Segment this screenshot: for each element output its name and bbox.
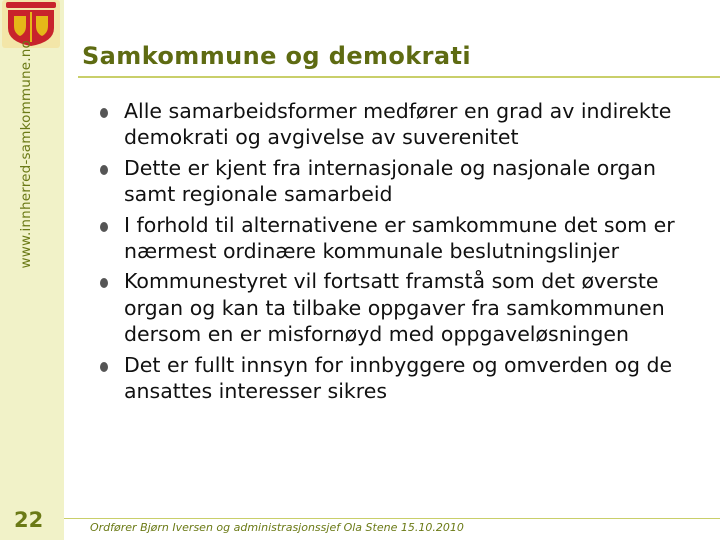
bullet-dot-icon	[100, 362, 108, 372]
bullet-dot-icon	[100, 278, 108, 288]
bullet-item	[96, 98, 706, 151]
slide-title: Samkommune og demokrati	[82, 42, 471, 70]
title-divider	[78, 76, 720, 78]
bullet-dot-icon	[100, 165, 108, 175]
bullet-text: Dette er kjent fra internasjonale og nasjonale organ samt regionale samarbeid	[124, 155, 656, 207]
bullet-text: I forhold til alternativene er samkommune det som er nærmest ordinære kommunale beslutningslinjer	[124, 212, 675, 264]
slide-number: 22	[14, 508, 44, 532]
footer-divider	[64, 518, 720, 519]
bullet-item	[96, 155, 706, 208]
bullet-text: Alle samarbeidsformer medfører en grad av indirekte demokrati og avgivelse av suverenitet	[124, 99, 672, 150]
footer-text: Ordfører Bjørn Iversen og administrasjonssjef Ola Stene 15.10.2010	[90, 521, 464, 534]
bullet-text: Det er fullt innsyn for innbyggere og omverden og de ansattes interesser sikres	[124, 352, 673, 404]
bullet-text: Kommunestyret vil fortsatt framstå som det øverste organ og kan ta tilbake oppgaver fra samkommunen dersom en er misfornøyd med oppgaveløsningen	[124, 269, 665, 347]
bullet-dot-icon	[100, 222, 108, 232]
sidebar	[0, 0, 64, 540]
bullet-item	[96, 268, 706, 347]
bullet-list	[96, 98, 706, 408]
sidebar-url: www.innherred-samkommune.no	[18, 40, 34, 269]
bullet-dot-icon	[100, 108, 108, 118]
bullet-item	[96, 212, 706, 265]
bullet-item	[96, 352, 706, 405]
